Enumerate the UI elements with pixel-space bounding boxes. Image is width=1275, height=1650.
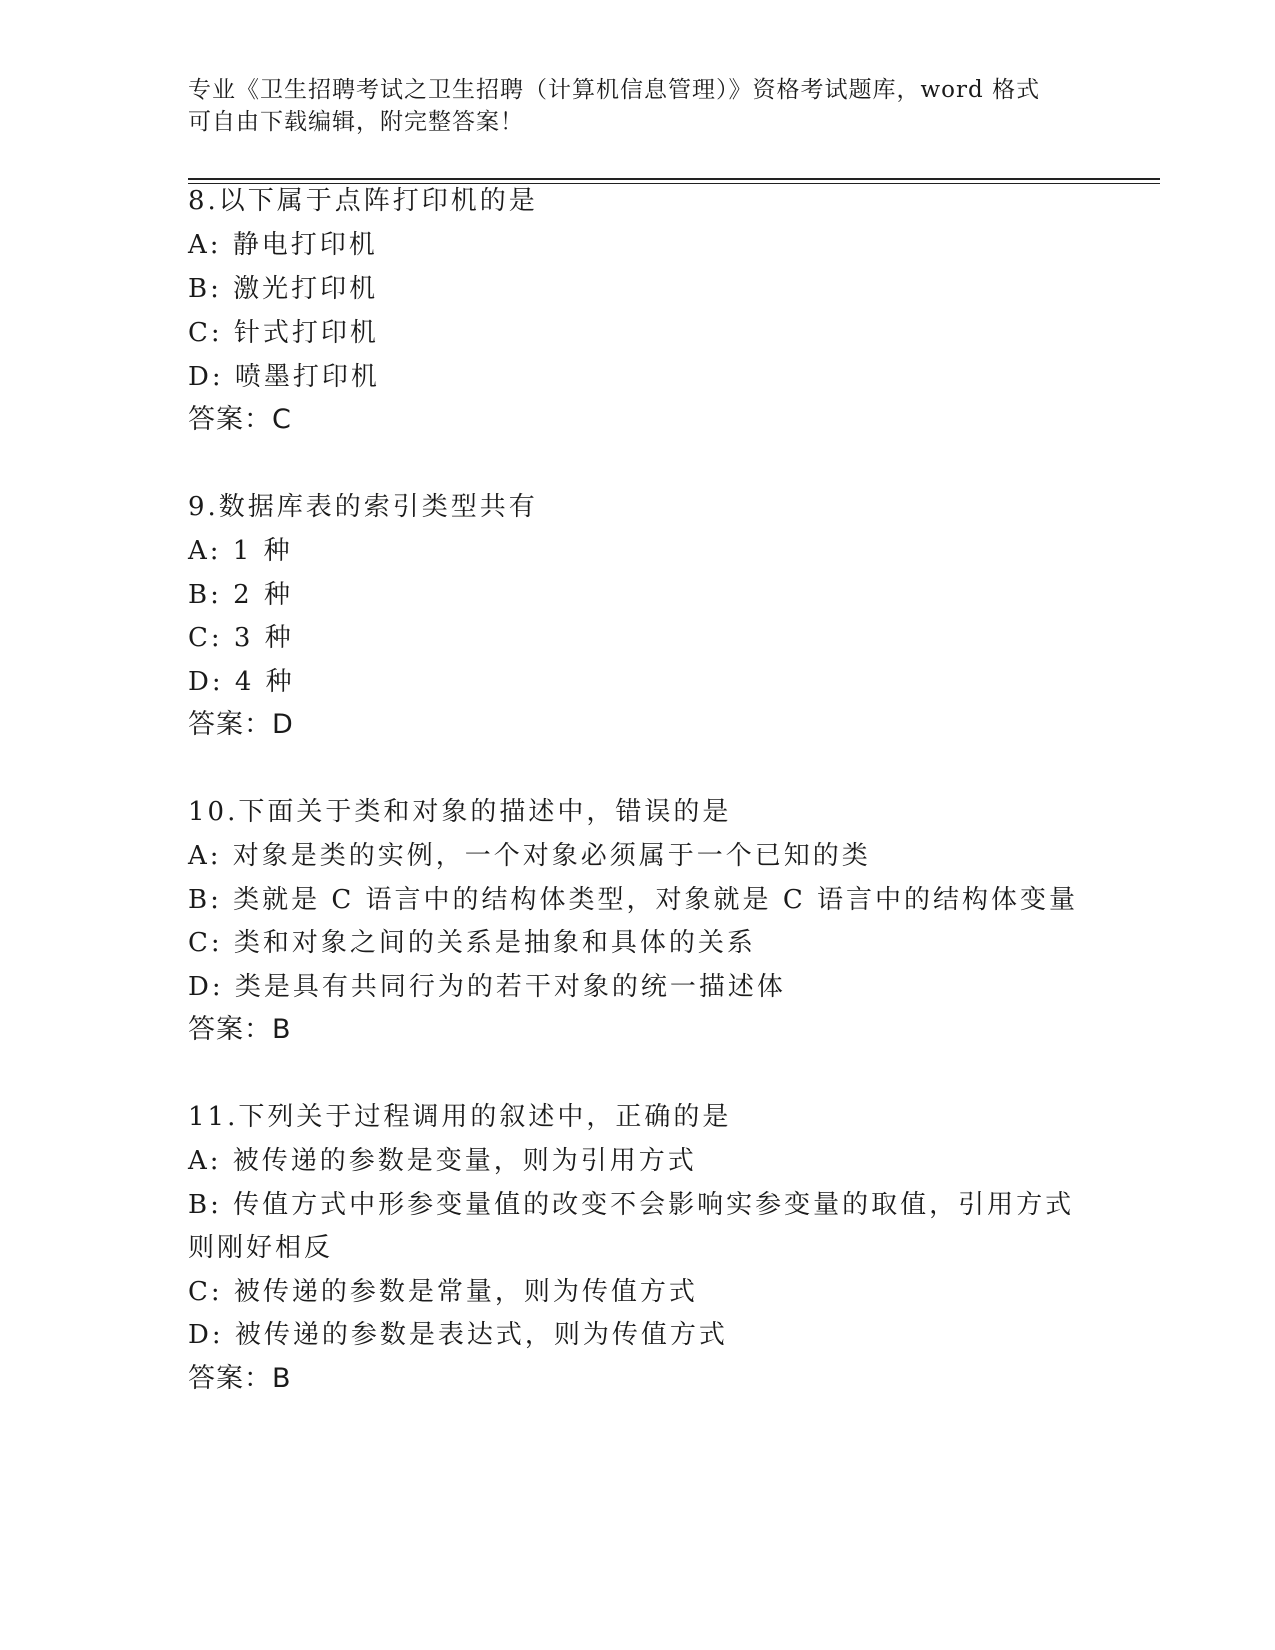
question-option: D: 类是具有共同行为的若干对象的统一描述体 [188, 972, 786, 1002]
answer-label: 答案：C [188, 404, 292, 435]
answer-label: 答案：B [188, 1363, 292, 1394]
question-option: B: 激光打印机 [188, 274, 379, 304]
question-option-continued: 则刚好相反 [188, 1233, 334, 1263]
question-title: 9.数据库表的索引类型共有 [188, 492, 538, 522]
question-title: 11.下列关于过程调用的叙述中，正确的是 [188, 1102, 732, 1132]
question-option: C: 被传递的参数是常量，则为传值方式 [188, 1277, 698, 1307]
question-title: 10.下面关于类和对象的描述中，错误的是 [188, 797, 732, 827]
question-option: B: 2 种 [188, 580, 293, 610]
question-option: B: 传值方式中形参变量值的改变不会影响实参变量的取值，引用方式 [188, 1190, 1075, 1220]
question-option: C: 3 种 [188, 623, 294, 653]
question-option: B: 类就是 C 语言中的结构体类型，对象就是 C 语言中的结构体变量 [188, 885, 1078, 915]
question-option: D: 4 种 [188, 667, 295, 697]
document-header [188, 74, 1088, 138]
question-option: C: 针式打印机 [188, 318, 379, 348]
header-line-1: 专业《卫生招聘考试之卫生招聘（计算机信息管理）》资格考试题库，word 格式 [188, 77, 1041, 103]
header-line-2: 可自由下载编辑，附完整答案！ [188, 109, 524, 135]
question-option: D: 喷墨打印机 [188, 362, 380, 392]
question-option: A: 被传递的参数是变量，则为引用方式 [188, 1146, 697, 1176]
question-option: D: 被传递的参数是表达式，则为传值方式 [188, 1320, 728, 1350]
question-option: A: 静电打印机 [188, 230, 378, 260]
question-option: A: 对象是类的实例，一个对象必须属于一个已知的类 [188, 841, 871, 871]
question-title: 8.以下属于点阵打印机的是 [188, 186, 538, 216]
question-option: C: 类和对象之间的关系是抽象和具体的关系 [188, 928, 756, 958]
answer-label: 答案：B [188, 1014, 292, 1045]
answer-label: 答案：D [188, 709, 294, 740]
question-option: A: 1 种 [188, 536, 293, 566]
header-divider-thick [188, 178, 1160, 180]
